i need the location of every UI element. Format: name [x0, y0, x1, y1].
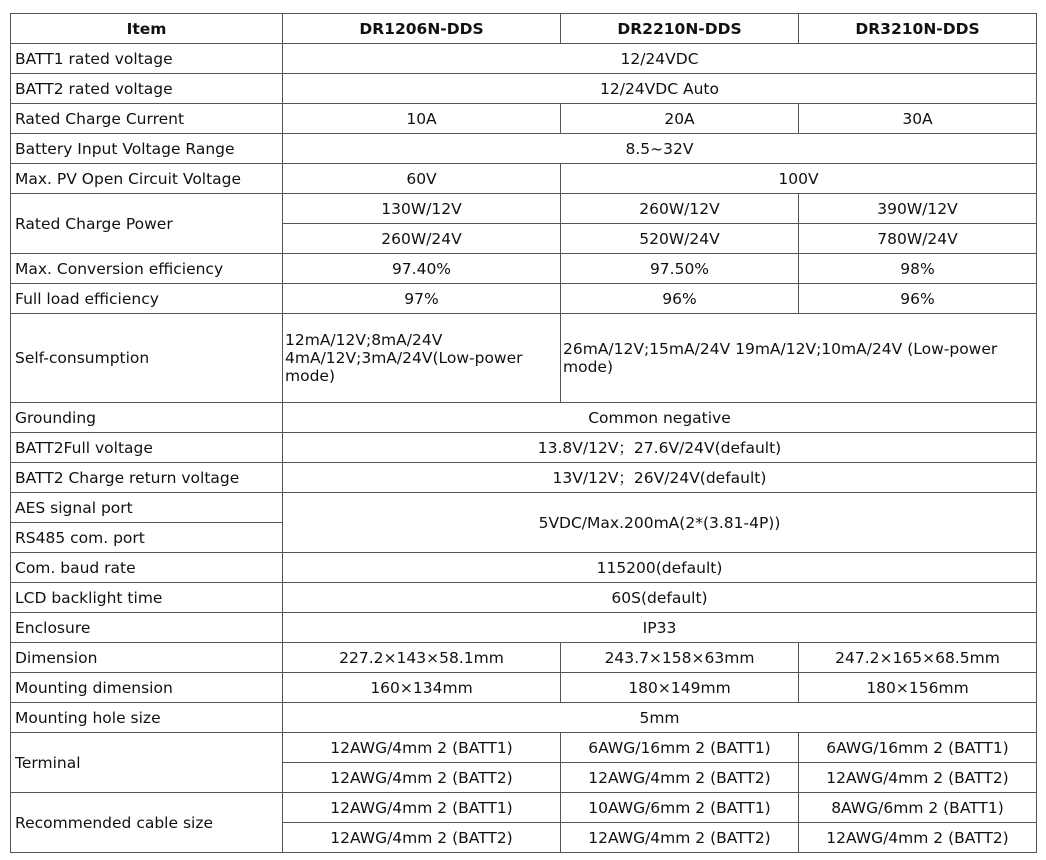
row-value: 5mm [283, 703, 1037, 733]
row-label: Max. Conversion efficiency [11, 254, 283, 284]
header-item: Item [11, 14, 283, 44]
row-value: 100V [561, 164, 1037, 194]
row-value: 12/24VDC Auto [283, 74, 1037, 104]
row-value: Common negative [283, 403, 1037, 433]
row-value: 12AWG/4mm 2 (BATT2) [799, 823, 1037, 853]
table-row [11, 613, 1037, 643]
row-value: 96% [561, 284, 799, 314]
row-value: 160×134mm [283, 673, 561, 703]
self-consumption-line: 4mA/12V;3mA/24V(Low-power mode) [285, 349, 523, 385]
table-row [11, 433, 1037, 463]
row-value: 227.2×143×58.1mm [283, 643, 561, 673]
row-value: 12AWG/4mm 2 (BATT2) [283, 763, 561, 793]
row-value: 520W/24V [561, 224, 799, 254]
row-value: 97.50% [561, 254, 799, 284]
row-value: 180×156mm [799, 673, 1037, 703]
row-label: Enclosure [11, 613, 283, 643]
row-value: 12AWG/4mm 2 (BATT2) [561, 823, 799, 853]
row-value: 390W/12V [799, 194, 1037, 224]
row-value: 10AWG/6mm 2 (BATT1) [561, 793, 799, 823]
table-row [11, 254, 1037, 284]
table-row [11, 403, 1037, 433]
table-row [11, 673, 1037, 703]
table-row [11, 793, 1037, 823]
row-value: 6AWG/16mm 2 (BATT1) [799, 733, 1037, 763]
row-label: Dimension [11, 643, 283, 673]
row-label: Terminal [11, 733, 283, 793]
table-row [11, 194, 1037, 224]
row-value: 13V/12V；26V/24V(default) [283, 463, 1037, 493]
row-value: IP33 [283, 613, 1037, 643]
row-label: Rated Charge Power [11, 194, 283, 254]
row-value: 180×149mm [561, 673, 799, 703]
self-consumption-value-23 [561, 314, 1037, 403]
table-row [11, 553, 1037, 583]
row-value: 13.8V/12V；27.6V/24V(default) [283, 433, 1037, 463]
table-row [11, 583, 1037, 613]
row-label: RS485 com. port [11, 523, 283, 553]
row-value: 247.2×165×68.5mm [799, 643, 1037, 673]
header-model-3: DR3210N-DDS [799, 14, 1037, 44]
row-label: BATT2 Charge return voltage [11, 463, 283, 493]
row-value: 260W/12V [561, 194, 799, 224]
row-value: 12/24VDC [283, 44, 1037, 74]
row-label: BATT2 rated voltage [11, 74, 283, 104]
self-consumption-line: 12mA/12V;8mA/24V [285, 331, 443, 349]
row-value: 12AWG/4mm 2 (BATT2) [799, 763, 1037, 793]
row-value: 115200(default) [283, 553, 1037, 583]
row-value: 60V [283, 164, 561, 194]
row-label: Mounting hole size [11, 703, 283, 733]
row-label: Self-consumption [11, 314, 283, 403]
header-row [11, 14, 1037, 44]
row-value: 12AWG/4mm 2 (BATT1) [283, 733, 561, 763]
table-row [11, 134, 1037, 164]
row-label: Recommended cable size [11, 793, 283, 853]
row-value: 98% [799, 254, 1037, 284]
row-value: 8AWG/6mm 2 (BATT1) [799, 793, 1037, 823]
self-consumption-line: 26mA/12V;15mA/24V 19mA/12V;10mA/24V (Low-power mode) [563, 340, 998, 376]
row-value: 780W/24V [799, 224, 1037, 254]
row-value: 5VDC/Max.200mA(2*(3.81-4P)) [283, 493, 1037, 553]
spec-table [10, 13, 1037, 853]
table-row [11, 703, 1037, 733]
row-value: 12AWG/4mm 2 (BATT1) [283, 793, 561, 823]
row-value: 20A [561, 104, 799, 134]
row-value: 97.40% [283, 254, 561, 284]
row-value: 12AWG/4mm 2 (BATT2) [283, 823, 561, 853]
row-label: BATT2Full voltage [11, 433, 283, 463]
table-row [11, 643, 1037, 673]
header-model-2: DR2210N-DDS [561, 14, 799, 44]
row-value: 8.5~32V [283, 134, 1037, 164]
row-label: LCD backlight time [11, 583, 283, 613]
table-row [11, 493, 1037, 523]
row-value: 30A [799, 104, 1037, 134]
row-label: Max. PV Open Circuit Voltage [11, 164, 283, 194]
table-row [11, 74, 1037, 104]
row-value: 6AWG/16mm 2 (BATT1) [561, 733, 799, 763]
table-row [11, 44, 1037, 74]
table-row [11, 104, 1037, 134]
self-consumption-value-1 [283, 314, 561, 403]
row-value: 260W/24V [283, 224, 561, 254]
row-value: 243.7×158×63mm [561, 643, 799, 673]
row-value: 97% [283, 284, 561, 314]
row-value: 60S(default) [283, 583, 1037, 613]
row-label: Battery Input Voltage Range [11, 134, 283, 164]
table-row [11, 284, 1037, 314]
row-value: 96% [799, 284, 1037, 314]
row-value: 12AWG/4mm 2 (BATT2) [561, 763, 799, 793]
row-label: Rated Charge Current [11, 104, 283, 134]
row-label: Grounding [11, 403, 283, 433]
row-label: BATT1 rated voltage [11, 44, 283, 74]
row-label: Full load efficiency [11, 284, 283, 314]
table-row [11, 164, 1037, 194]
row-label: Com. baud rate [11, 553, 283, 583]
header-model-1: DR1206N-DDS [283, 14, 561, 44]
row-value: 130W/12V [283, 194, 561, 224]
table-row [11, 463, 1037, 493]
row-value: 10A [283, 104, 561, 134]
table-row [11, 314, 1037, 403]
row-label: Mounting dimension [11, 673, 283, 703]
row-label: AES signal port [11, 493, 283, 523]
table-row [11, 733, 1037, 763]
